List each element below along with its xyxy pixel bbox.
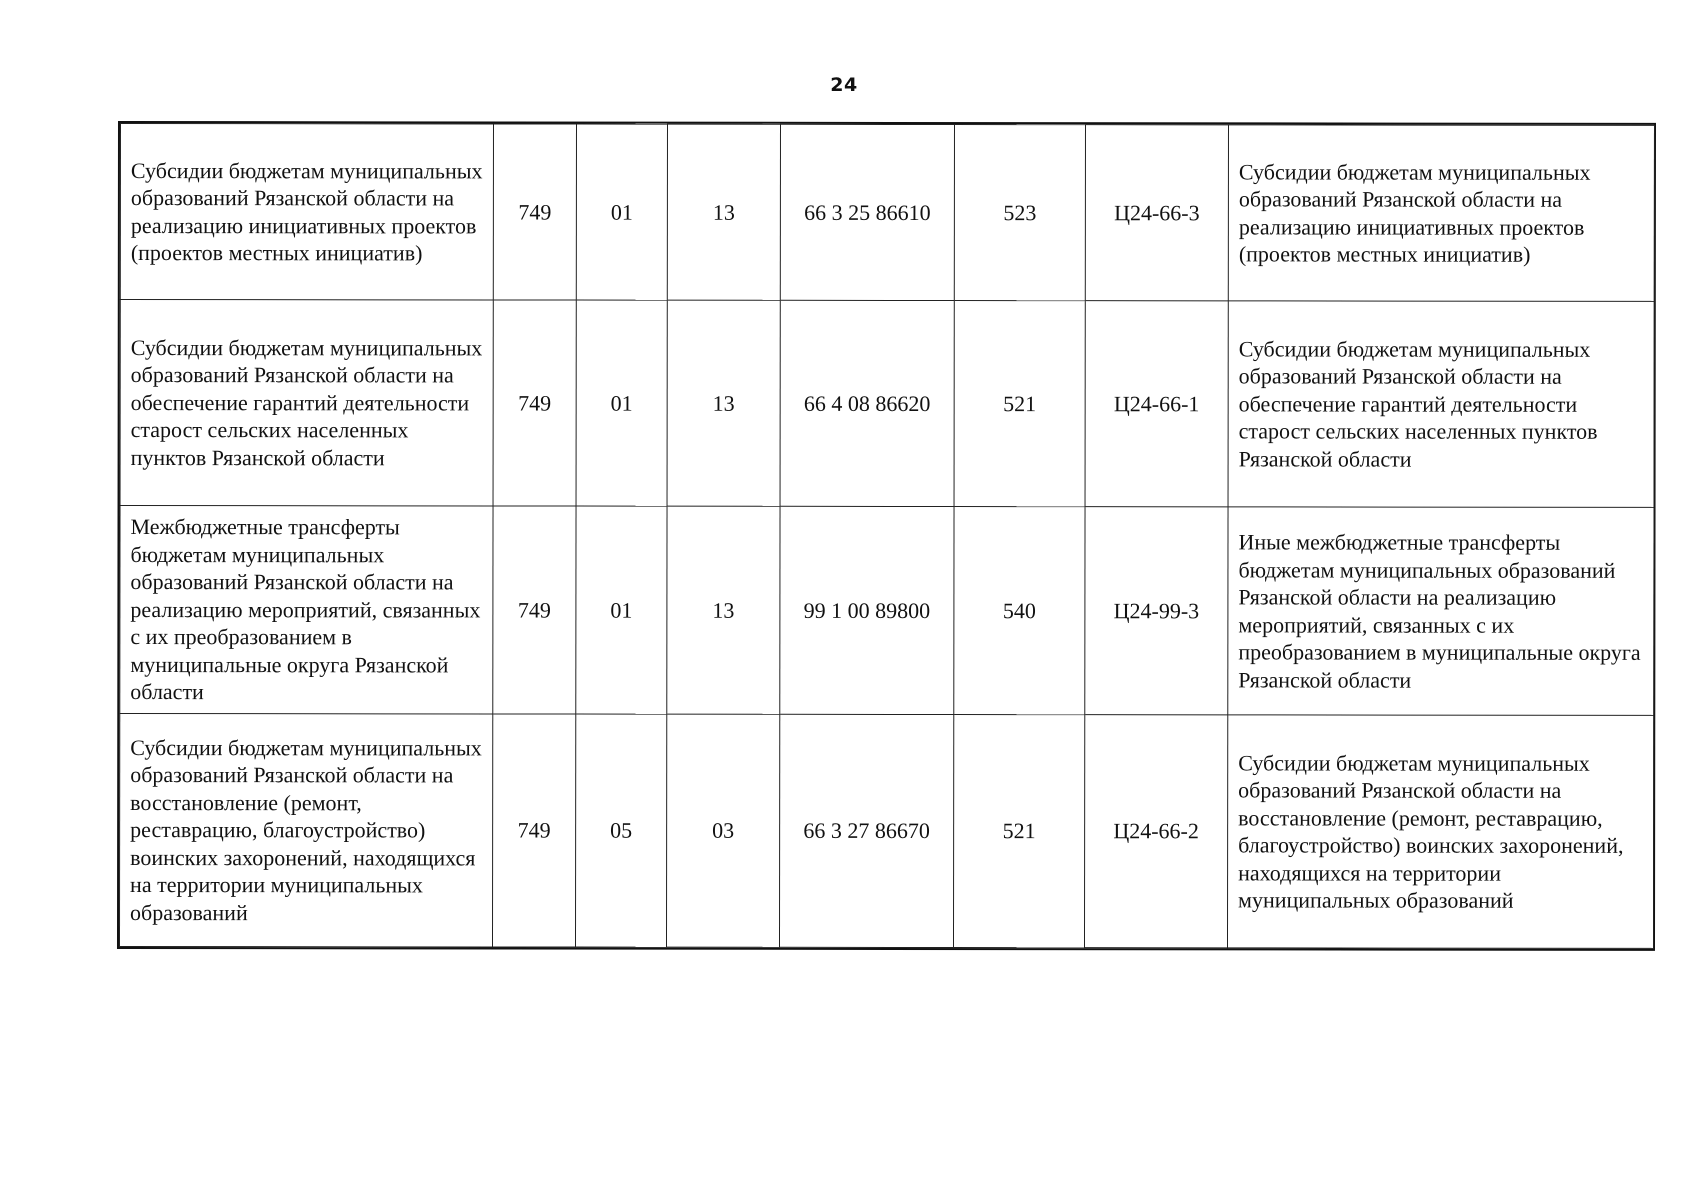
row-vr-code: 523 [954, 125, 1085, 301]
table-row [119, 714, 1653, 949]
row-note: Субсидии бюджетам муниципальных образований Рязанской области на восстановление (ремонт, реставрацию, благоустройство) воинских захоронений, находящихся на территории муниципальных образований [1227, 715, 1653, 949]
budget-table [117, 121, 1656, 951]
row-csr-code: 99 1 00 89800 [780, 506, 954, 714]
row-description: Межбюджетные трансферты бюджетам муниципальных образований Рязанской области на реализацию мероприятий, связанных с их преобразованием в муниципальные округа Рязанской области [120, 506, 493, 714]
page-number: 24 [830, 74, 858, 96]
row-csr-code: 66 3 25 86610 [780, 124, 954, 300]
table-row [120, 506, 1654, 716]
row-csr-code: 66 4 08 86620 [780, 300, 954, 506]
row-csr-code: 66 3 27 86670 [779, 714, 953, 947]
row-vr-code: 521 [954, 301, 1085, 507]
row-vr-code: 540 [954, 507, 1085, 715]
row-vr-code: 521 [953, 715, 1084, 948]
row-pr-code: 13 [667, 124, 780, 300]
table-row [120, 124, 1654, 302]
row-description: Субсидии бюджетам муниципальных образований Рязанской области на восстановление (ремонт, реставрацию, благоустройство) воинских захоронений, находящихся на территории муниципальных образований [119, 714, 492, 947]
row-rz-code: 01 [576, 124, 667, 300]
row-pr-code: 13 [667, 300, 780, 506]
row-gr-code: 749 [493, 124, 576, 300]
row-note: Субсидии бюджетам муниципальных образований Рязанской области на обеспечение гарантий деятельности старост сельских населенных пунктов Рязанской области [1228, 301, 1654, 508]
row-gr-code: 749 [493, 506, 576, 714]
row-pr-code: 03 [666, 714, 779, 947]
row-target-code: Ц24-66-2 [1084, 715, 1227, 948]
row-description: Субсидии бюджетам муниципальных образований Рязанской области на реализацию инициативных проектов (проектов местных инициатив) [120, 124, 493, 300]
row-gr-code: 749 [493, 300, 576, 506]
row-rz-code: 01 [576, 300, 667, 506]
row-target-code: Ц24-66-1 [1085, 301, 1228, 507]
table-row [120, 300, 1654, 508]
row-description: Субсидии бюджетам муниципальных образований Рязанской области на обеспечение гарантий деятельности старост сельских населенных пунктов Рязанской области [120, 300, 493, 506]
row-pr-code: 13 [667, 506, 780, 714]
row-gr-code: 749 [492, 714, 575, 947]
row-note: Иные межбюджетные трансферты бюджетам муниципальных образований Рязанской области на реализацию мероприятий, связанных с их преобразованием в муниципальные округа Рязанской области [1228, 507, 1654, 716]
row-rz-code: 05 [575, 714, 666, 947]
row-target-code: Ц24-99-3 [1085, 507, 1228, 715]
budget-table-grid [119, 123, 1655, 949]
row-note: Субсидии бюджетам муниципальных образований Рязанской области на реализацию инициативных проектов (проектов местных инициатив) [1228, 125, 1654, 302]
row-rz-code: 01 [576, 506, 667, 714]
row-target-code: Ц24-66-3 [1085, 125, 1228, 301]
